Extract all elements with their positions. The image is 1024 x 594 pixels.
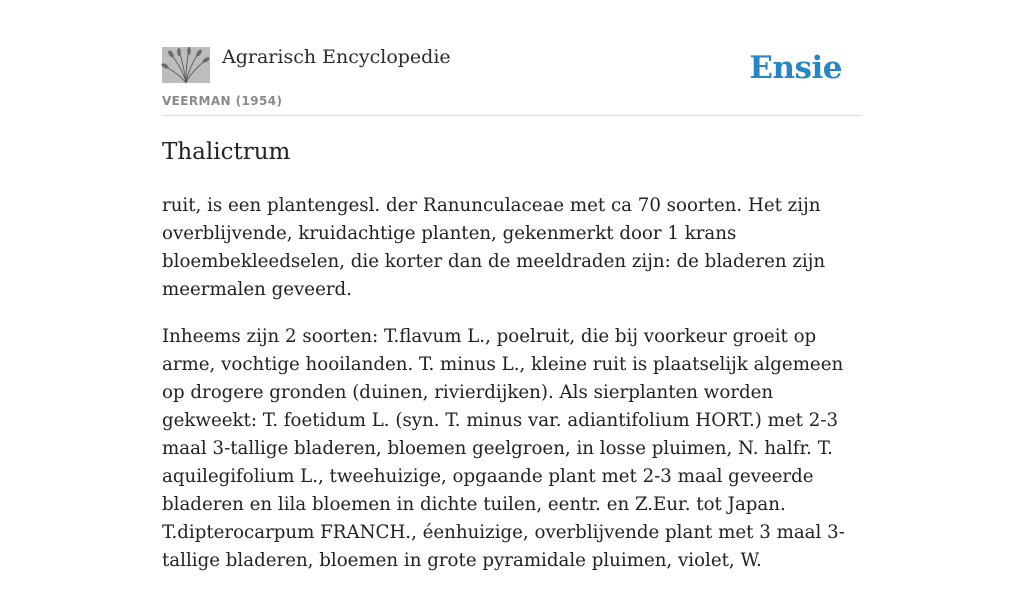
article-body: [162, 192, 864, 594]
paragraph: ruit, is een plantengesl. der Ranunculaceae met ca 70 soorten. Het zijn overblijvende, kruidachtige planten, gekenmerkt door 1 krans bloembekleedselen, die korter dan de meeldraden zijn: de bladeren zijn meermalen geveerd.: [162, 195, 826, 300]
brand-logo[interactable]: Ensie: [749, 50, 842, 86]
source-title[interactable]: Agrarisch Encyclopedie: [222, 46, 451, 68]
article-title: Thalictrum: [162, 139, 291, 165]
paragraph: Inheems zijn 2 soorten: T.flavum L., poelruit, die bij voorkeur groeit op arme, vochtige hooilanden. T. minus L., kleine ruit is plaatselijk algemeen op drogere gronden (duinen, rivierdijken). Als sierplanten worden gekweekt: T. foetidum L. (syn. T. minus var. adiantifolium HORT.) met 2-3 maal 3-tallige bladeren, bloemen geelgroen, in losse pluimen, N. halfr. T. aquilegifolium L., tweehuizige, opgaande plant met 2-3 maal geveerde bladeren en lila bloemen in dichte tuilen, eentr. en Z.Eur. tot Japan. T.dipterocarpum FRANCH., éenhuizige, overblijvende plant met 3 maal 3-tallige bladeren, bloemen in grote pyramidale pluimen, violet, W.: [162, 326, 845, 571]
source-logo-icon[interactable]: [162, 47, 210, 83]
source-meta: VEERMAN (1954): [162, 94, 283, 108]
source-header: [162, 44, 862, 116]
